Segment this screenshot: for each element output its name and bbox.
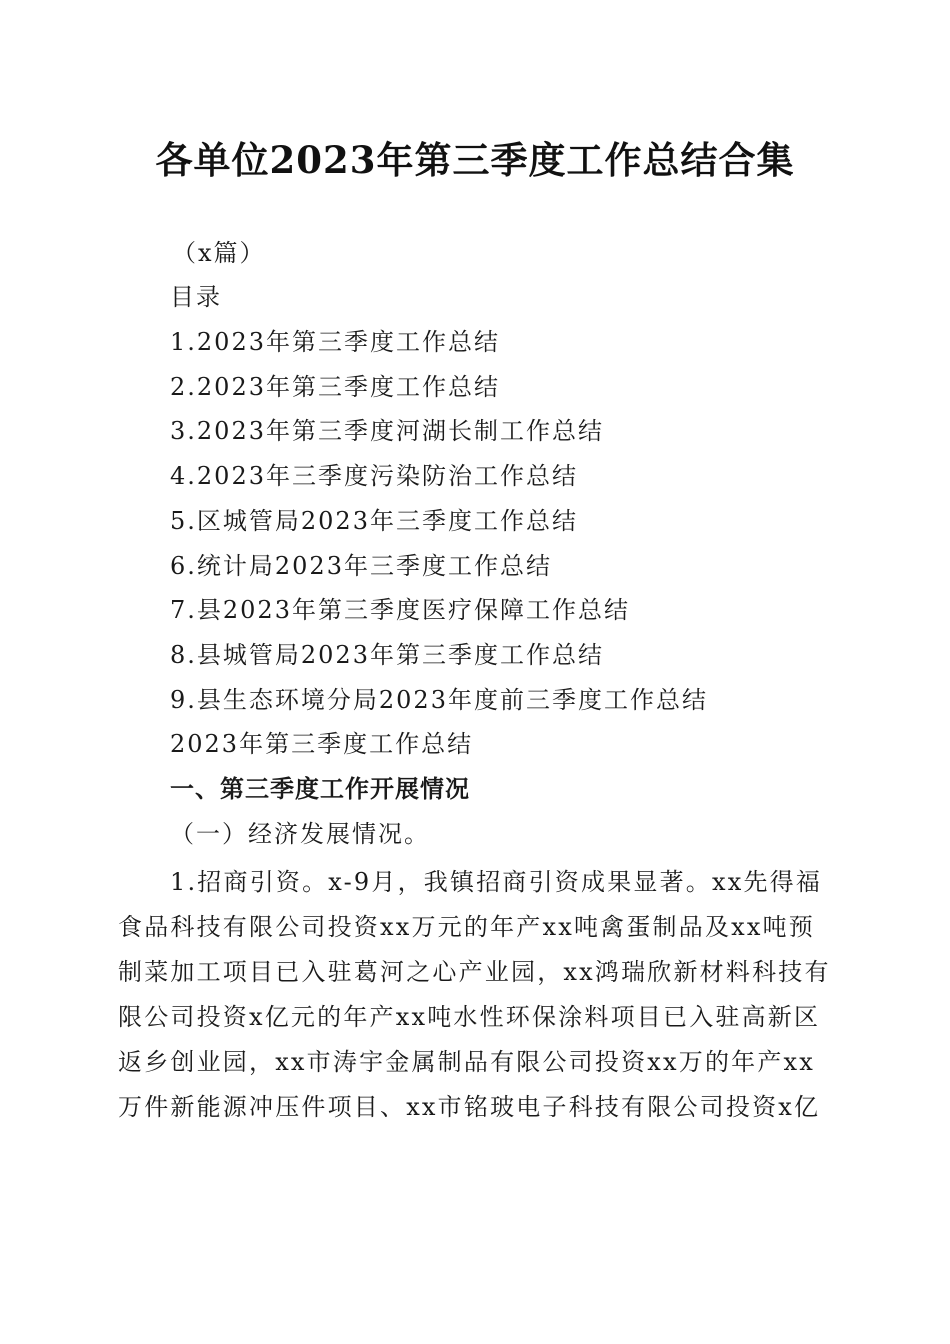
- toc-item: 3.2023年第三季度河湖长制工作总结: [170, 417, 604, 445]
- paragraph-line: 制菜加工项目已入驻葛河之心产业园，xx鸿瑞欣新材料科技有: [118, 958, 831, 986]
- body-paragraph: [118, 860, 830, 1130]
- document-title: 各单位2023年第三季度工作总结合集: [155, 138, 795, 182]
- section-heading: 一、第三季度工作开展情况: [170, 775, 470, 803]
- toc-label: 目录: [170, 283, 222, 311]
- toc-item: 4.2023年三季度污染防治工作总结: [170, 462, 578, 490]
- toc-item: 5.区城管局2023年三季度工作总结: [170, 507, 578, 535]
- toc-item: 1.2023年第三季度工作总结: [170, 328, 500, 356]
- toc-item: 6.统计局2023年三季度工作总结: [170, 552, 552, 580]
- paragraph-line: 返乡创业园，xx市涛宇金属制品有限公司投资xx万的年产xx: [118, 1048, 816, 1076]
- toc-item: 8.县城管局2023年第三季度工作总结: [170, 641, 604, 669]
- paragraph-line: 食品科技有限公司投资xx万元的年产xx吨禽蛋制品及xx吨预: [118, 913, 816, 941]
- toc-item: 2.2023年第三季度工作总结: [170, 373, 500, 401]
- subsection-heading: （一）经济发展情况。: [170, 820, 430, 848]
- toc-item: 7.县2023年第三季度医疗保障工作总结: [170, 596, 630, 624]
- paragraph-line: 限公司投资x亿元的年产xx吨水性环保涂料项目已入驻高新区: [118, 1003, 821, 1031]
- paragraph-line: 万件新能源冲压件项目、xx市铭玻电子科技有限公司投资x亿: [118, 1093, 821, 1121]
- toc-item: 9.县生态环境分局2023年度前三季度工作总结: [170, 686, 708, 714]
- paragraph-line: 1.招商引资。x-9月，我镇招商引资成果显著。xx先得福: [170, 868, 823, 896]
- count-note: （x篇）: [172, 239, 266, 267]
- article-title: 2023年第三季度工作总结: [170, 730, 474, 758]
